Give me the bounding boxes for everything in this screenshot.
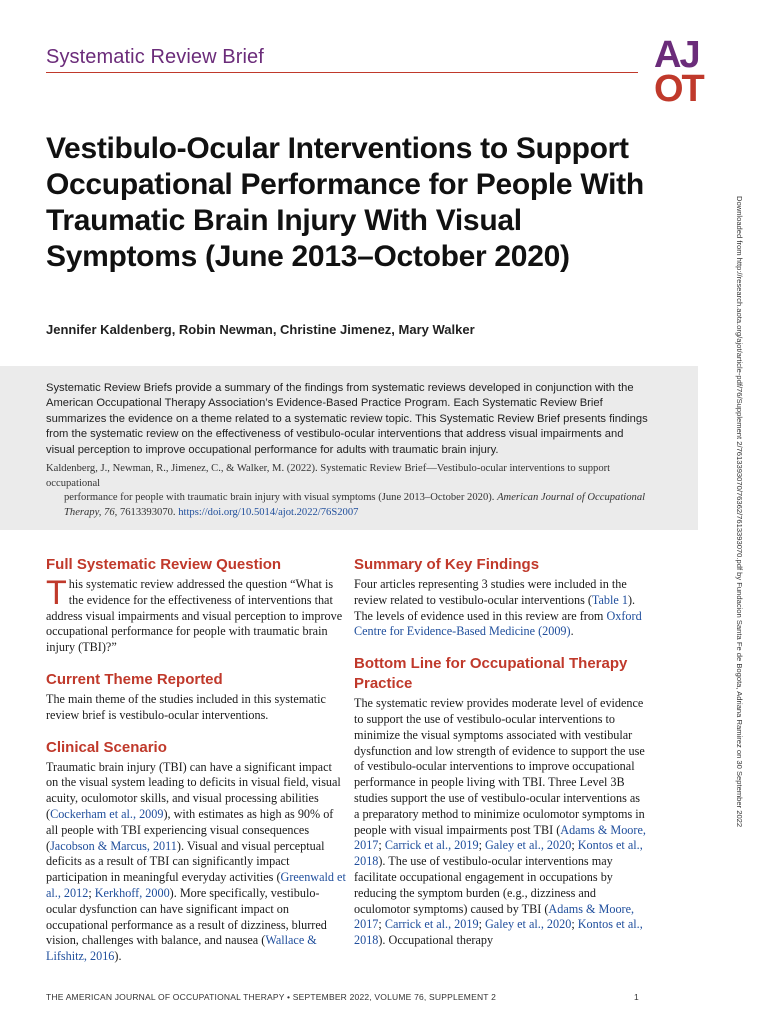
- clinical-scenario-heading: Clinical Scenario: [46, 738, 167, 756]
- citation-journal: American Journal of Occupational Therapy,: [64, 492, 646, 518]
- article-authors: Jennifer Kaldenberg, Robin Newman, Christine Jimenez, Mary Walker: [46, 322, 475, 337]
- logo-row-1: AJ: [654, 34, 699, 76]
- citation: [46, 462, 652, 520]
- download-note: [732, 196, 746, 836]
- citation-cont: performance for people with traumatic brain injury with visual symptoms (June 2013–October 2020).: [64, 492, 495, 504]
- scenario-part-1: Traumatic brain injury (TBI) can have a significant impact on the visual system leading to deficits in visual field, visual acuity, oculomotor skills, and visual processing abilities (: [46, 759, 341, 821]
- summary-text: Systematic Review Briefs provide a summary of the findings from systematic reviews developed in conjunction with the American Occupational Therapy Association’s Evidence-Based Practice Program. Each Systematic Review Brief summarizes the evidence on a theme related to a systematic review topic. This Systematic Review Brief presents findings from the systematic review on the effectiveness of vestibulo-ocular interventions that address visual impairments and visual perception to improve occupational performance for adults with traumatic brain injury.: [46, 382, 648, 456]
- ref-galey-2[interactable]: Galey et al., 2020: [485, 917, 572, 932]
- theme-section: [46, 670, 346, 724]
- review-question-text: [46, 574, 346, 656]
- scenario-end: ).: [114, 949, 122, 964]
- bottom-line-heading: Bottom Line for Occupational Therapy Practice: [354, 655, 628, 693]
- scenario-part-4: ). More specifically, vestibulo-ocular dysfunction can have significant impact on occupational performance as a result of dizziness, blurred vision, challenges with balance, and nausea (: [46, 885, 327, 948]
- review-question-body: his systematic review addressed the question “What is the evidence for the effectiveness of interventions that address visual impairments and visual perception to improve occupational performance for people with traumatic brain injury (TBI)?”: [46, 577, 343, 655]
- findings-part-1: Four articles representing 3 studies were included in the review related to vestibulo-ocular interventions (: [354, 577, 627, 607]
- review-question-section: [46, 555, 346, 656]
- ajot-logo: [654, 34, 710, 114]
- sep-b: ;: [478, 838, 485, 853]
- ref-greenwald[interactable]: Greenwald et al., 2012: [46, 870, 346, 900]
- citation-indented: [46, 491, 652, 520]
- bottom-part-2: ). The use of vestibulo-ocular interventions may facilitate occupational engagement in occupations by reducing the symptom burden (e.g., dizziness and oculomotor symptoms) caused by TBI (: [354, 854, 613, 916]
- ref-kontos-1[interactable]: Kontos et al., 2018: [354, 838, 643, 869]
- key-findings-text: [354, 577, 646, 640]
- sep-f: ;: [571, 917, 578, 932]
- sep-d: ;: [378, 917, 385, 932]
- download-note-text: Downloaded from http://research.aota.org/ajot/article-pdf/76/Supplement 2/7613393070/76362/7613393070.pdf by Fundacion Santa Fe de Bogota, Adriana Ramirez on 30 September 2022: [735, 196, 744, 828]
- ref-adams-2[interactable]: Adams & Moore, 2017: [354, 901, 635, 932]
- ref-jacobson[interactable]: Jacobson & Marcus, 2011: [50, 838, 177, 853]
- citation-article: 7613393070.: [119, 506, 176, 518]
- scenario-sep: ;: [88, 885, 95, 900]
- ref-table-1[interactable]: Table 1: [591, 592, 628, 607]
- footer-journal-line: THE AMERICAN JOURNAL OF OCCUPATIONAL THERAPY • SEPTEMBER 2022, VOLUME 76, SUPPLEMENT 2: [46, 992, 497, 1002]
- logo-row-2: OT: [654, 68, 703, 110]
- bottom-line-text: [354, 696, 646, 949]
- ref-galey-1[interactable]: Galey et al., 2020: [485, 838, 572, 853]
- drop-cap: T: [46, 574, 67, 612]
- sep-a: ;: [378, 838, 385, 853]
- theme-heading: Current Theme Reported: [46, 670, 223, 688]
- bottom-line-section: [354, 654, 646, 949]
- scenario-part-2: ), with estimates as high as 90% of all people with TBI experiencing visual consequences (: [46, 806, 334, 853]
- bottom-end: ). Occupational therapy: [378, 933, 494, 948]
- clinical-scenario-section: [46, 738, 346, 965]
- key-findings-section: [354, 555, 646, 640]
- ref-kerkhoff[interactable]: Kerkhoff, 2000: [94, 885, 170, 900]
- findings-part-2: ). The levels of evidence used in this review are from: [354, 592, 636, 623]
- header-divider: [46, 72, 638, 73]
- theme-text: The main theme of the studies included in this systematic review brief is vestibulo-ocular interventions.: [46, 691, 326, 722]
- right-column: [354, 555, 646, 963]
- citation-volume: 76,: [104, 506, 118, 518]
- article-title: Vestibulo-Ocular Interventions to Support Occupational Performance for People With Traumatic Brain Injury With Visual Symptoms (June 2013–October 2020): [46, 132, 644, 273]
- left-column: [46, 555, 346, 979]
- citation-main: Kaldenberg, J., Newman, R., Jimenez, C., & Walker, M. (2022). Systematic Review Brief—Vestibulo-ocular interventions to support occupational: [46, 463, 611, 489]
- scenario-part-3: ). Visual and visual perceptual deficits as a result of TBI can significantly impact participation in meaningful everyday activities (: [46, 838, 325, 885]
- findings-end: .: [570, 624, 574, 639]
- bottom-part-1: The systematic review provides moderate level of evidence to support the use of vestibulo-ocular interventions to minimize the visual symptoms associated with vestibular dysfunction and low strength of evidence to support the use of vestibulo-ocular interventions to improve occupational performance in people living with TBI. Three Level 3B studies support the use of vestibulo-ocular interventions as a preparatory method to minimize oculomotor symptoms in people with visual impairments post TBI (: [354, 696, 645, 837]
- ref-carrick-1[interactable]: Carrick et al., 2019: [384, 838, 479, 853]
- sep-c: ;: [571, 838, 578, 853]
- clinical-scenario-text: [46, 760, 346, 965]
- citation-doi-link[interactable]: https://doi.org/10.5014/ajot.2022/76S2007: [178, 506, 359, 518]
- sep-e: ;: [478, 917, 485, 932]
- ref-adams-1[interactable]: Adams & Moore, 2017: [354, 822, 646, 853]
- section-label: Systematic Review Brief: [46, 46, 264, 68]
- ref-carrick-2[interactable]: Carrick et al., 2019: [384, 917, 479, 932]
- review-question-heading: Full Systematic Review Question: [46, 556, 282, 573]
- ref-wallace[interactable]: Wallace & Lifshitz, 2016: [46, 933, 317, 964]
- key-findings-heading: Summary of Key Findings: [354, 556, 540, 573]
- ref-kontos-2[interactable]: Kontos et al., 2018: [354, 917, 643, 948]
- page-number: 1: [634, 992, 639, 1002]
- ref-oxford[interactable]: Oxford Centre for Evidence-Based Medicine (2009): [354, 608, 642, 639]
- ref-cockerham[interactable]: Cockerham et al., 2009: [50, 806, 164, 821]
